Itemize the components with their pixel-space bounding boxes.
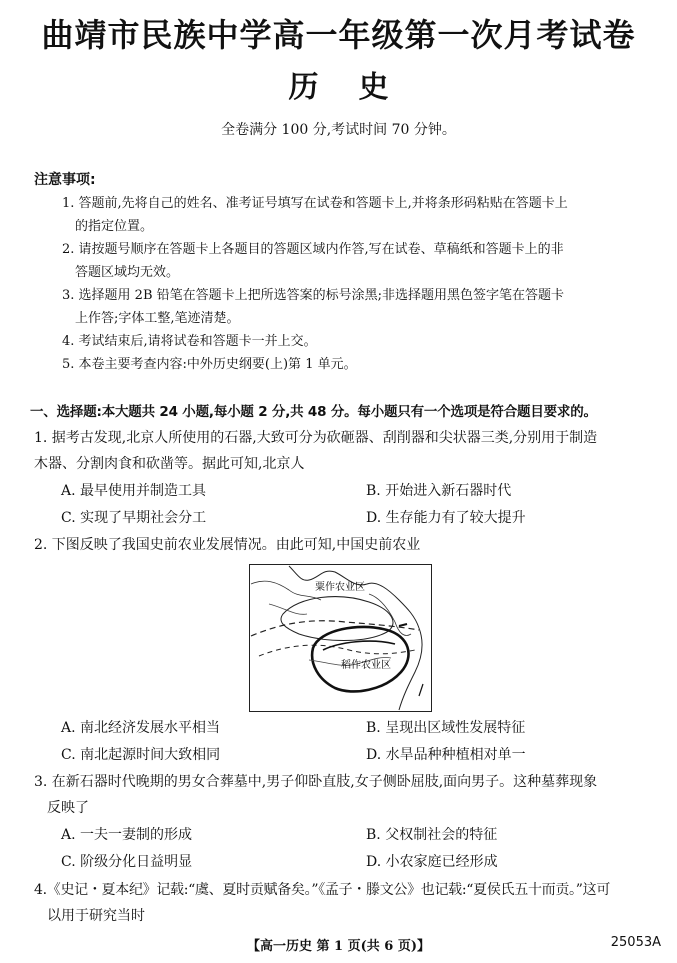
question-3-option-b[interactable]: B. 父权制社会的特征 xyxy=(366,827,498,843)
note-line: 3. 选择题用 2B 铅笔在答题卡上把所选答案的标号涂黑;非选择题用黑色签字笔在答题卡 xyxy=(62,288,565,303)
question-4-text: 以用于研究当时 xyxy=(47,908,145,924)
question-2-option-c[interactable]: C. 南北起源时间大致相同 xyxy=(61,747,221,763)
agriculture-map xyxy=(249,564,432,712)
note-line: 上作答;字体工整,笔迹清楚。 xyxy=(75,311,240,326)
note-line: 2. 请按题号顺序在答题卡上各题目的答题区域内作答,写在试卷、草稿纸和答题卡上的非 xyxy=(62,242,564,257)
question-3-option-d[interactable]: D. 小农家庭已经形成 xyxy=(366,854,498,870)
question-3-option-a[interactable]: A. 一夫一妻制的形成 xyxy=(61,827,193,843)
note-line: 5. 本卷主要考查内容:中外历史纲要(上)第 1 单元。 xyxy=(62,357,357,372)
question-2-option-a[interactable]: A. 南北经济发展水平相当 xyxy=(61,720,221,736)
question-2-text: 2. 下图反映了我国史前农业发展情况。由此可知,中国史前农业 xyxy=(34,537,421,553)
question-1-option-a[interactable]: A. 最早使用并制造工具 xyxy=(61,483,207,499)
question-3-text: 反映了 xyxy=(47,800,89,816)
map-label-rice: 稻作农业区 xyxy=(341,660,391,671)
question-1-text: 1. 据考古发现,北京人所使用的石器,大致可分为砍砸器、刮削器和尖状器三类,分别用于制造 xyxy=(34,430,598,446)
exam-title: 曲靖市民族中学高一年级第一次月考试卷 xyxy=(41,16,636,54)
question-1-option-d[interactable]: D. 生存能力有了较大提升 xyxy=(366,510,526,526)
question-2-option-b[interactable]: B. 呈现出区域性发展特征 xyxy=(366,720,526,736)
notes-title: 注意事项: xyxy=(34,172,96,188)
note-line: 的指定位置。 xyxy=(75,219,154,234)
page-footer: 【高一历史 第 1 页(共 6 页)】 xyxy=(246,939,431,954)
section-heading: 一、选择题:本大题共 24 小题,每小题 2 分,共 48 分。每小题只有一个选项是符合题目要求的。 xyxy=(30,404,597,420)
note-line: 4. 考试结束后,请将试卷和答题卡一并上交。 xyxy=(62,334,317,349)
exam-code: 25053A xyxy=(610,935,661,950)
question-1-option-c[interactable]: C. 实现了早期社会分工 xyxy=(61,510,207,526)
question-3-text: 3. 在新石器时代晚期的男女合葬墓中,男子仰卧直肢,女子侧卧屈肢,面向男子。这种墓葬现象 xyxy=(34,774,598,790)
question-3-option-c[interactable]: C. 阶级分化日益明显 xyxy=(61,854,193,870)
map-label-millet: 粟作农业区 xyxy=(315,582,365,593)
subject-title: 历史 xyxy=(288,70,429,105)
question-2-option-d[interactable]: D. 水旱品种种植相对单一 xyxy=(366,747,526,763)
note-line: 1. 答题前,先将自己的姓名、准考证号填写在试卷和答题卡上,并将条形码粘贴在答题卡上 xyxy=(62,196,568,211)
note-line: 答题区域均无效。 xyxy=(75,265,180,280)
question-4-text: 4.《史记・夏本纪》记载:“虞、夏时贡赋备矣。”《孟子・滕文公》也记载:“夏侯氏五十而贡。”这可 xyxy=(34,882,611,898)
exam-info: 全卷满分 100 分,考试时间 70 分钟。 xyxy=(221,122,456,138)
question-1-text: 木器、分割肉食和砍凿等。据此可知,北京人 xyxy=(34,456,305,472)
question-1-option-b[interactable]: B. 开始进入新石器时代 xyxy=(366,483,512,499)
